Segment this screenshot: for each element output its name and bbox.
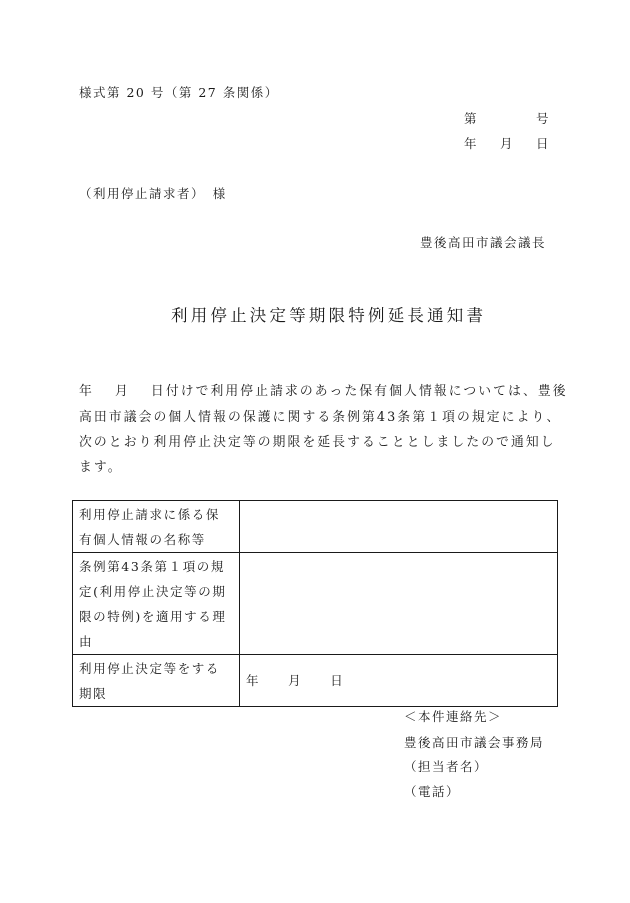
label-line: 利用停止請求に係る保: [79, 507, 221, 522]
deadline-month: 月: [288, 673, 303, 688]
label-line: 利用停止決定等をする: [79, 661, 221, 676]
label-line: 限の特例)を適用する理: [79, 609, 227, 624]
body-line-2: 高田市議会の個人情報の保護に関する条例第43条第１項の規定により、: [79, 410, 562, 425]
table-row: [73, 501, 558, 553]
deadline-year: 年: [246, 673, 261, 688]
row-label-deadline: [73, 655, 240, 707]
sender: 豊後高田市議会議長: [420, 235, 547, 250]
doc-number-suffix: 号: [536, 111, 551, 126]
label-line: 定(利用停止決定等の期: [79, 584, 227, 599]
body-line-4: ます。: [79, 460, 123, 475]
date-day: 日: [536, 136, 551, 151]
form-number: 様式第 20 号（第 27 条関係）: [79, 85, 279, 100]
label-line: 由: [79, 634, 94, 649]
date-year: 年: [464, 136, 479, 151]
label-line: 期限: [79, 686, 108, 701]
row-label-record-name: [73, 501, 240, 553]
addressee: （利用停止請求者） 様: [79, 186, 227, 201]
body-line-1: 年 月 日付けで利用停止請求のあった保有個人情報については、豊後: [79, 384, 568, 399]
doc-number-prefix: 第: [464, 111, 479, 126]
table-row: [73, 553, 558, 655]
info-table: [72, 500, 558, 707]
date-month: 月: [500, 136, 515, 151]
body-line-3: 次のとおり利用停止決定等の期限を延長することとしましたので通知し: [79, 435, 556, 450]
reason-value[interactable]: [240, 553, 558, 655]
document-title: 利用停止決定等期限特例延長通知書: [171, 306, 487, 325]
table-row: [73, 655, 558, 707]
deadline-value[interactable]: [240, 655, 558, 707]
record-name-value[interactable]: [240, 501, 558, 553]
row-label-reason: [73, 553, 240, 655]
contact-heading: ＜本件連絡先＞: [404, 709, 503, 724]
contact-phone: （電話）: [404, 784, 461, 799]
contact-person: （担当者名）: [404, 759, 489, 774]
deadline-day: 日: [330, 673, 345, 688]
label-line: 条例第43条第１項の規: [79, 559, 226, 574]
label-line: 有個人情報の名称等: [79, 532, 206, 547]
contact-office: 豊後高田市議会事務局: [404, 735, 545, 750]
